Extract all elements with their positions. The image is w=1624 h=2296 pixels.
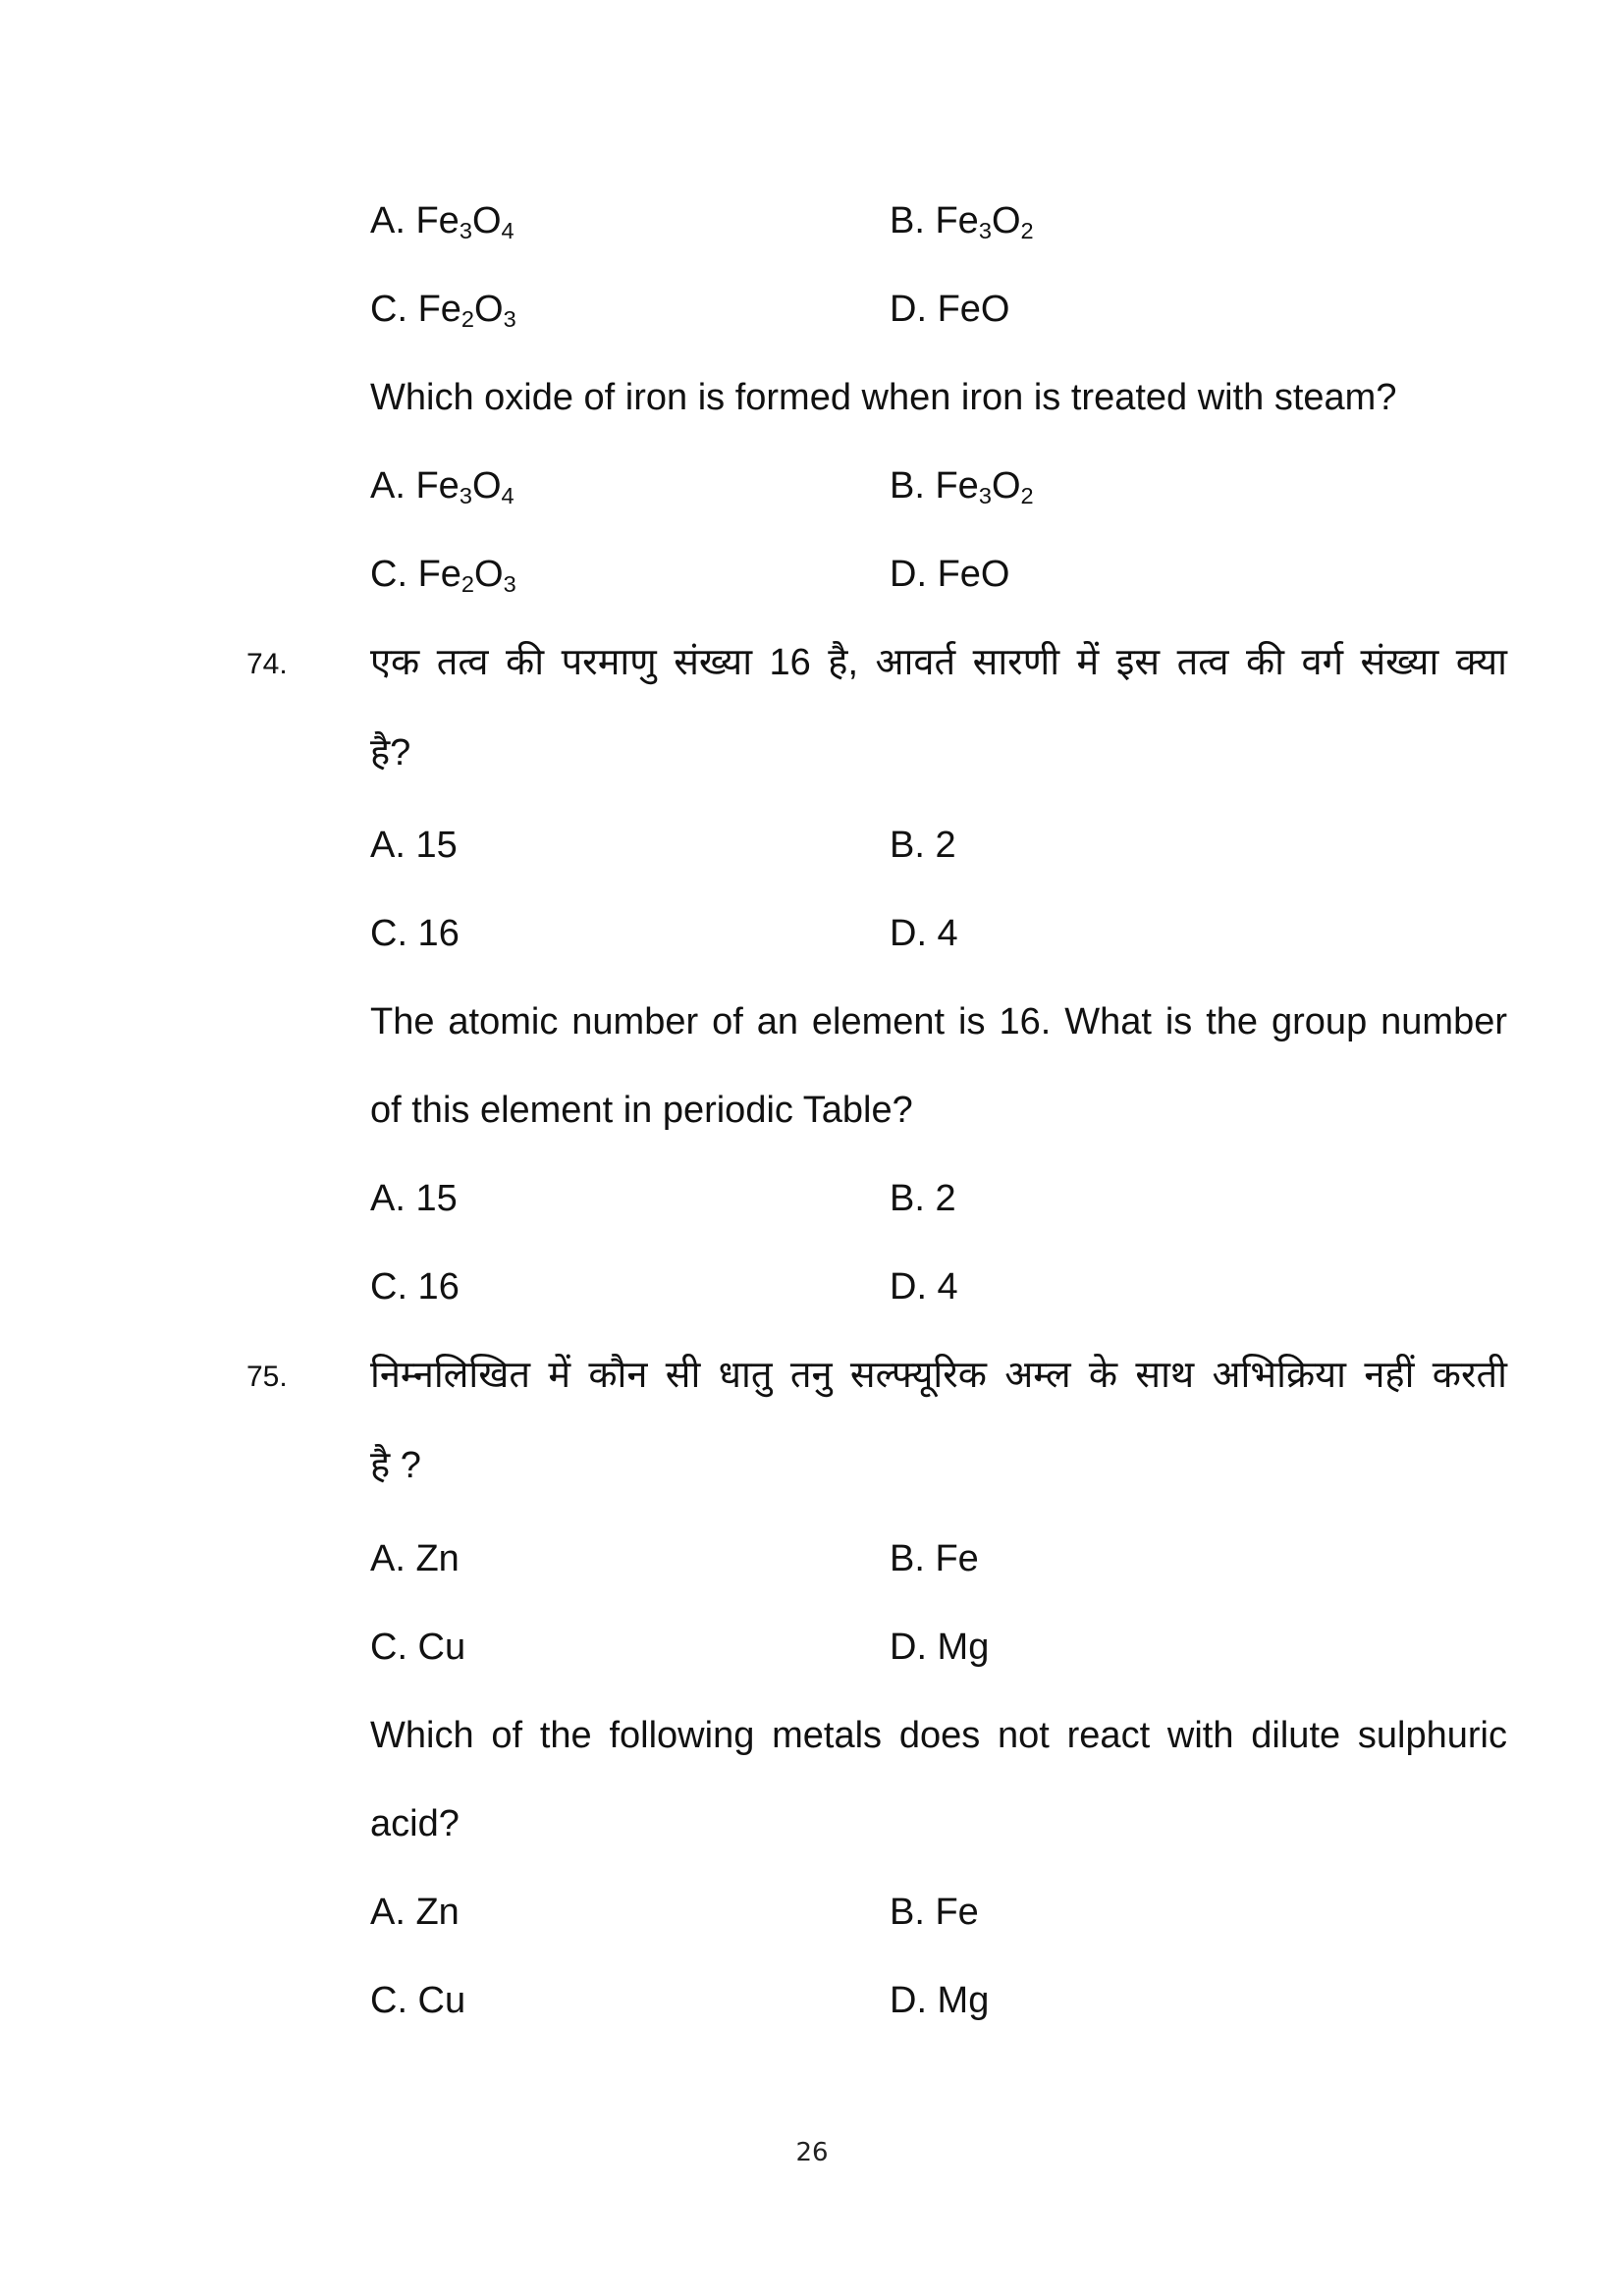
- option-a: A. Zn: [370, 1538, 460, 1579]
- question-text-hindi: एक तत्व की परमाणु संख्या 16 है, आवर्त सारणी में इस तत्व की वर्ग संख्या क्या: [370, 642, 1507, 683]
- option-d-formula: D. FeO: [890, 289, 1010, 330]
- option-c-formula: C. $Fe_2O_3$: [370, 289, 516, 332]
- option-d-formula: D. FeO: [890, 554, 1010, 595]
- option-c: C. Cu: [370, 1980, 466, 2021]
- question-text-hindi: निम्नलिखित में कौन सी धातु तनु सल्फ्यूरिक अम्ल के साथ अभिक्रिया नहीं करती: [370, 1355, 1507, 1396]
- option-d: D. Mg: [890, 1627, 990, 1668]
- option-c: C. Cu: [370, 1627, 466, 1668]
- question-text-english-cont: of this element in periodic Table?: [370, 1090, 913, 1131]
- option-d: D. 4: [890, 1266, 958, 1308]
- option-b: B. Fe: [890, 1892, 979, 1933]
- option-a-formula: A. $Fe_3O_4$: [370, 465, 514, 508]
- option-d: D. Mg: [890, 1980, 990, 2021]
- question-number: 74.: [246, 648, 288, 680]
- option-d: D. 4: [890, 913, 958, 954]
- question-text-english: The atomic number of an element is 16. What is the group number: [370, 1001, 1507, 1042]
- option-c: C. 16: [370, 1266, 460, 1308]
- option-b-formula: B. $Fe_3O_2$: [890, 200, 1034, 243]
- page-number: 26: [795, 2138, 829, 2167]
- option-a-formula: A. $Fe_3O_4$: [370, 200, 514, 243]
- option-a: A. 15: [370, 825, 458, 866]
- option-b: B. Fe: [890, 1538, 979, 1579]
- option-a: A. 15: [370, 1178, 458, 1219]
- question-text-hindi-cont: है?: [370, 732, 411, 774]
- question-text-hindi-cont: है ?: [370, 1445, 421, 1486]
- question-text-english: Which of the following metals does not react with dilute sulphuric: [370, 1715, 1507, 1756]
- question-text-english-cont: acid?: [370, 1803, 460, 1844]
- option-b: B. 2: [890, 825, 956, 866]
- question-text-english: Which oxide of iron is formed when iron is treated with steam?: [370, 377, 1397, 418]
- option-c: C. 16: [370, 913, 460, 954]
- option-a: A. Zn: [370, 1892, 460, 1933]
- option-b: B. 2: [890, 1178, 956, 1219]
- option-c-formula: C. $Fe_2O_3$: [370, 554, 516, 597]
- question-number: 75.: [246, 1361, 288, 1393]
- option-b-formula: B. $Fe_3O_2$: [890, 465, 1034, 508]
